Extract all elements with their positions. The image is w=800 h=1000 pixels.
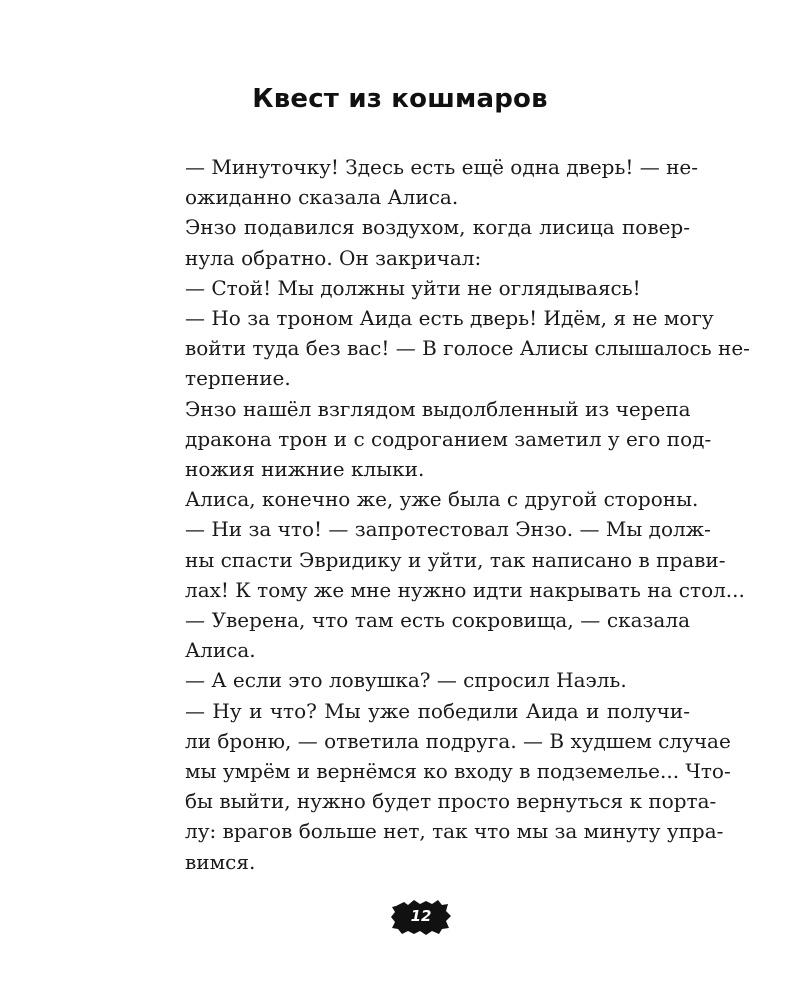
chapter-title: Квест из кошмаров: [252, 84, 548, 114]
paragraph: [157, 152, 699, 212]
paragraph: [157, 514, 745, 605]
text-line: — Ну и что? Мы уже победили Аида и получи-: [185, 698, 690, 723]
text-line: Алиса, конечно же, уже была с другой стороны.: [185, 487, 699, 512]
paragraph: [157, 665, 690, 695]
text-line: — А если это ловушка? — спросил Наэль.: [185, 668, 627, 693]
paragraph: [157, 212, 690, 272]
text-line: лах! К тому же мне нужно идти накрывать на стол...: [185, 577, 745, 602]
text-line: вимся.: [185, 849, 256, 874]
text-line: — Стой! Мы должны уйти не оглядываясь!: [185, 275, 641, 300]
text-line: ожиданно сказала Алиса.: [185, 185, 459, 210]
paragraph: [157, 394, 712, 485]
text-line: нула обратно. Он закричал:: [185, 245, 482, 270]
paragraph: [157, 484, 699, 514]
text-line: ножия нижние клыки.: [185, 457, 425, 482]
text-line: войти туда без вас! — В голосе Алисы слышалось не-: [185, 336, 750, 361]
paragraph: [157, 605, 690, 665]
text-line: Энзо подавился воздухом, когда лисица повер-: [185, 215, 690, 240]
text-line: ли броню, — ответила подруга. — В худшем случае: [185, 728, 731, 753]
text-line: ны спасти Эвридику и уйти, так написано в прави-: [185, 547, 726, 572]
text-line: — Уверена, что там есть сокровища, — сказала: [185, 608, 690, 633]
text-line: дракона трон и с содроганием заметил у его под-: [185, 426, 712, 451]
text-line: — Минуточку! Здесь есть ещё одна дверь! — не-: [185, 155, 699, 179]
text-line: терпение.: [185, 366, 291, 391]
text-line: бы выйти, нужно будет просто вернуться к порта-: [185, 789, 717, 814]
text-line: — Но за троном Аида есть дверь! Идём, я не могу: [185, 306, 714, 331]
text-line: лу: врагов больше нет, так что мы за минуту упра-: [185, 819, 724, 844]
paragraph: [157, 303, 750, 394]
page-number: 12: [410, 907, 432, 925]
text-line: — Ни за что! — запротестовал Энзо. — Мы долж-: [185, 517, 711, 542]
text-line: мы умрём и вернёмся ко входу в подземелье... Что-: [185, 759, 731, 784]
text-line: Алиса.: [185, 638, 256, 663]
page-number-badge: [390, 898, 452, 936]
story-text: [157, 152, 750, 877]
text-line: Энзо нашёл взглядом выдолбленный из черепа: [185, 396, 691, 421]
paragraph: [157, 696, 731, 877]
paragraph: [157, 273, 690, 303]
